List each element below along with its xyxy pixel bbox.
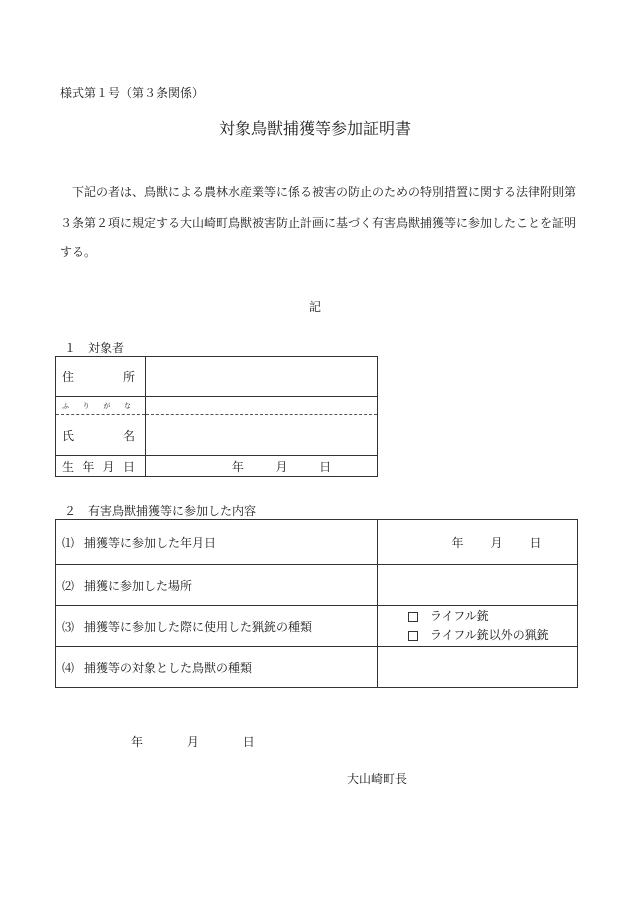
- address-label-cell: [56, 357, 146, 397]
- participation-place-field[interactable]: [378, 565, 578, 606]
- checkbox-icon[interactable]: [408, 612, 418, 622]
- birth-label-char: 年: [82, 459, 95, 474]
- date-unit-year: 年: [131, 735, 144, 749]
- name-field[interactable]: [146, 415, 378, 456]
- option-label: ライフル銃: [430, 609, 489, 623]
- furigana-field[interactable]: [146, 397, 378, 415]
- participation-date-field[interactable]: [378, 520, 578, 565]
- item-label: 捕獲等の対象とした鳥獣の種類: [84, 660, 253, 675]
- item-number: ⑴: [62, 535, 75, 550]
- date-unit-day: 日: [242, 735, 255, 749]
- birth-label-char: 生: [62, 459, 75, 474]
- participation-date-label: [56, 520, 378, 565]
- target-species-label: [56, 647, 378, 688]
- checkbox-icon[interactable]: [408, 631, 418, 641]
- furigana-label-char: ふ: [62, 401, 69, 410]
- name-label-char: 氏: [62, 428, 75, 443]
- birth-label-char: 日: [122, 459, 135, 474]
- date-unit-year: 年: [231, 459, 244, 474]
- body-text-line-3: する。: [60, 245, 97, 259]
- issue-date: [131, 733, 277, 750]
- item-number: ⑶: [62, 619, 75, 634]
- option-label: ライフル銃以外の猟銃: [430, 628, 549, 642]
- gun-type-field: [378, 606, 578, 647]
- birthdate-field[interactable]: [146, 456, 378, 477]
- date-unit-day: 日: [529, 535, 542, 550]
- document-title: 対象鳥獣捕獲等参加証明書: [218, 119, 411, 138]
- address-label-char: 所: [122, 370, 135, 384]
- item-number: ⑵: [62, 578, 75, 593]
- form-number: 様式第１号（第３条関係）: [60, 86, 205, 100]
- date-unit-month: 月: [490, 535, 503, 550]
- body-text-line-2: ３条第２項に規定する大山崎町鳥獣被害防止計画に基づく有害鳥獣捕獲等に参加したことを証明: [60, 216, 577, 230]
- ki-marker: 記: [308, 300, 321, 314]
- gun-option-rifle[interactable]: [408, 607, 577, 626]
- address-label-char: 住: [62, 370, 75, 384]
- name-label-cell: [56, 415, 146, 456]
- gun-type-label: [56, 606, 378, 647]
- section-2-heading: ２ 有害鳥獣捕獲等に参加した内容: [64, 504, 257, 518]
- item-label: 捕獲等に参加した年月日: [84, 535, 217, 550]
- body-text-line-1: 下記の者は、鳥獣による農林水産業等に係る被害の防止のための特別措置に関する法律附則第: [72, 185, 577, 199]
- issuer-name: 大山崎町長: [347, 772, 408, 786]
- date-unit-day: 日: [319, 459, 332, 474]
- participation-table: [55, 519, 578, 688]
- item-number: ⑷: [62, 660, 75, 675]
- section-1-heading: １ 対象者: [64, 341, 125, 355]
- date-unit-year: 年: [451, 535, 464, 550]
- item-label: 捕獲等に参加した際に使用した猟銃の種類: [84, 619, 313, 634]
- furigana-label-char: な: [123, 401, 131, 410]
- item-label: 捕獲に参加した場所: [84, 578, 193, 593]
- address-field[interactable]: [146, 357, 378, 397]
- target-species-field[interactable]: [378, 647, 578, 688]
- name-label-char: 名: [122, 428, 135, 443]
- date-unit-month: 月: [186, 735, 199, 749]
- furigana-label-char: が: [103, 401, 111, 410]
- subject-table: [55, 356, 378, 477]
- furigana-label-char: り: [82, 401, 90, 410]
- date-unit-month: 月: [275, 459, 288, 474]
- birthdate-label-cell: [56, 456, 146, 477]
- gun-option-other[interactable]: [408, 626, 577, 645]
- participation-place-label: [56, 565, 378, 606]
- birth-label-char: 月: [102, 459, 115, 474]
- furigana-label-cell: [56, 397, 146, 415]
